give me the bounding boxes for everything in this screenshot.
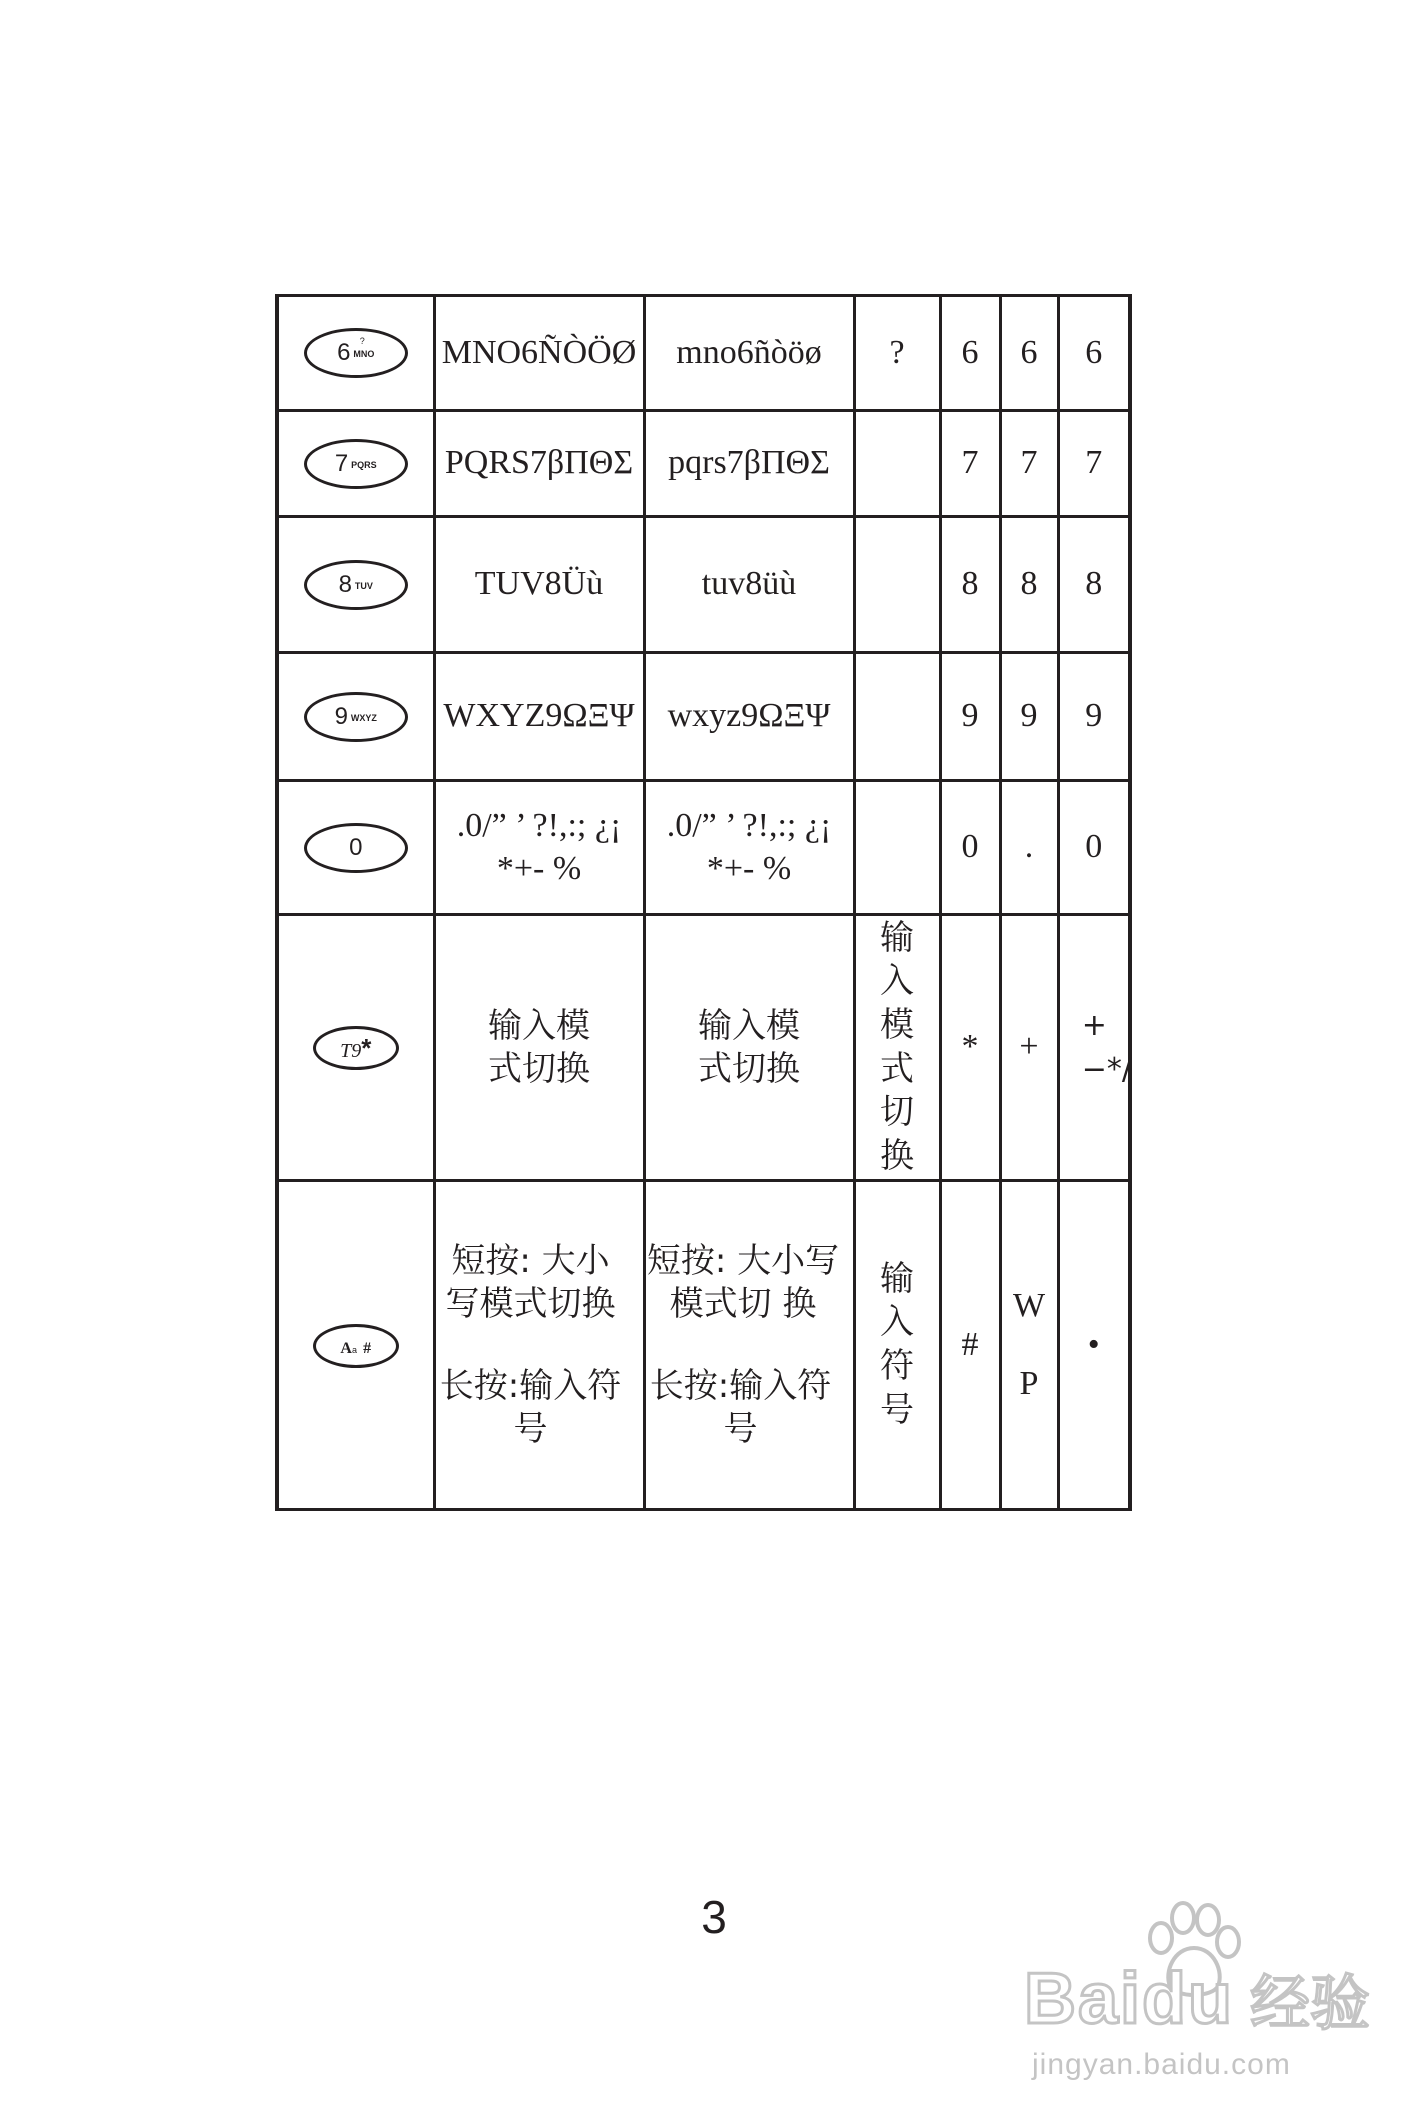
uppercase-cell bbox=[434, 1181, 644, 1510]
symbol-cell bbox=[854, 517, 940, 653]
lowercase-cell: pqrs7βΠΘΣ bbox=[644, 411, 854, 517]
key-0-icon: 0 bbox=[304, 823, 408, 873]
col6-cell: + bbox=[1000, 915, 1058, 1181]
key-cell bbox=[277, 915, 434, 1181]
pause-symbol: P bbox=[1019, 1365, 1039, 1402]
col6-cell: 9 bbox=[1000, 653, 1058, 781]
row-key-6 bbox=[277, 296, 1130, 411]
lowercase-line-1: .0/” ’ ?!,:; ¿¡ bbox=[666, 807, 832, 844]
col7-cell: 8 bbox=[1058, 517, 1130, 653]
key-6-icon: ? 6 MNO bbox=[304, 328, 408, 378]
baidu-jingyan-watermark bbox=[1010, 1900, 1410, 2090]
row-key-9 bbox=[277, 653, 1130, 781]
col6-cell: 8 bbox=[1000, 517, 1058, 653]
key-t9-star-icon: T9* bbox=[313, 1026, 399, 1070]
lowercase-cell bbox=[644, 915, 854, 1181]
row-key-star bbox=[277, 915, 1130, 1181]
symbol-cell bbox=[854, 1181, 940, 1510]
uppercase-mode-switch-text: 输入模式切换 bbox=[488, 1006, 590, 1089]
uppercase-cell: TUV8Üù bbox=[434, 517, 644, 653]
page-number: 3 bbox=[701, 1891, 727, 1943]
col7-cell: • bbox=[1058, 1181, 1130, 1510]
col7-cell: 9 bbox=[1058, 653, 1130, 781]
uppercase-line-2: *+- % bbox=[496, 849, 582, 887]
numeric-cell: 6 bbox=[940, 296, 1000, 411]
key-cell bbox=[277, 517, 434, 653]
col6-cell: . bbox=[1000, 781, 1058, 915]
numeric-cell: 8 bbox=[940, 517, 1000, 653]
symbol-cell bbox=[854, 411, 940, 517]
key-cell bbox=[277, 411, 434, 517]
lowercase-mode-switch-text: 输入模式切换 bbox=[698, 1006, 800, 1089]
key-cell bbox=[277, 1181, 434, 1510]
col7-cell: 6 bbox=[1058, 296, 1130, 411]
row-key-8 bbox=[277, 517, 1130, 653]
long-press-text: 长按:输入符号 bbox=[649, 1366, 832, 1449]
numeric-cell: * bbox=[940, 915, 1000, 1181]
col7-cell: 7 bbox=[1058, 411, 1130, 517]
watermark-url: jingyan.baidu.com bbox=[1032, 2048, 1291, 2081]
symbol-mode-switch-text: 输入模式切换 bbox=[880, 917, 914, 1176]
row-key-7 bbox=[277, 411, 1130, 517]
numeric-cell: 9 bbox=[940, 653, 1000, 781]
numeric-cell: 7 bbox=[940, 411, 1000, 517]
lowercase-cell: mno6ñòöø bbox=[644, 296, 854, 411]
uppercase-cell: WXYZ9ΩΞΨ bbox=[434, 653, 644, 781]
col6-cell bbox=[1000, 1181, 1058, 1510]
numeric-cell: # bbox=[940, 1181, 1000, 1510]
key-cell bbox=[277, 781, 434, 915]
key-cell bbox=[277, 296, 434, 411]
watermark-brand: Baidu bbox=[1024, 1959, 1235, 2039]
lowercase-line-2: *+- % bbox=[706, 849, 792, 887]
key-9-icon: 9 WXYZ bbox=[304, 692, 408, 742]
symbol-cell bbox=[854, 653, 940, 781]
col7-cell: 0 bbox=[1058, 781, 1130, 915]
symbol-cell bbox=[854, 781, 940, 915]
lowercase-cell bbox=[644, 1181, 854, 1510]
uppercase-cell: MNO6ÑÒÖØ bbox=[434, 296, 644, 411]
symbol-cell bbox=[854, 915, 940, 1181]
lowercase-cell: tuv8üù bbox=[644, 517, 854, 653]
short-press-text: 短按: 大小写模式切 换 bbox=[646, 1241, 840, 1324]
symbol-cell: ? bbox=[854, 296, 940, 411]
uppercase-cell bbox=[434, 915, 644, 1181]
key-case-hash-icon: Aa # bbox=[313, 1324, 399, 1368]
row-key-0 bbox=[277, 781, 1130, 915]
col6-cell: 6 bbox=[1000, 296, 1058, 411]
key-7-icon: 7 PQRS bbox=[304, 439, 408, 489]
col6-cell: 7 bbox=[1000, 411, 1058, 517]
row-key-hash bbox=[277, 1181, 1130, 1510]
operator-list: +−*/ bbox=[1081, 1008, 1132, 1087]
uppercase-line-1: .0/” ’ ?!,:; ¿¡ bbox=[456, 807, 622, 844]
input-symbol-text: 输入符号 bbox=[880, 1258, 914, 1430]
uppercase-cell: PQRS7βΠΘΣ bbox=[434, 411, 644, 517]
lowercase-cell: wxyz9ΩΞΨ bbox=[644, 653, 854, 781]
uppercase-cell bbox=[434, 781, 644, 915]
key-mapping-table bbox=[275, 294, 1132, 1511]
numeric-cell: 0 bbox=[940, 781, 1000, 915]
key-cell bbox=[277, 653, 434, 781]
watermark-cn: 经验 bbox=[1250, 1969, 1370, 2039]
wait-symbol: W bbox=[1012, 1286, 1046, 1324]
short-press-text: 短按: 大小写模式切换 bbox=[445, 1241, 616, 1324]
lowercase-cell bbox=[644, 781, 854, 915]
long-press-text: 长按:输入符号 bbox=[439, 1366, 622, 1449]
col7-cell bbox=[1058, 915, 1130, 1181]
key-8-icon: 8 TUV bbox=[304, 560, 408, 610]
